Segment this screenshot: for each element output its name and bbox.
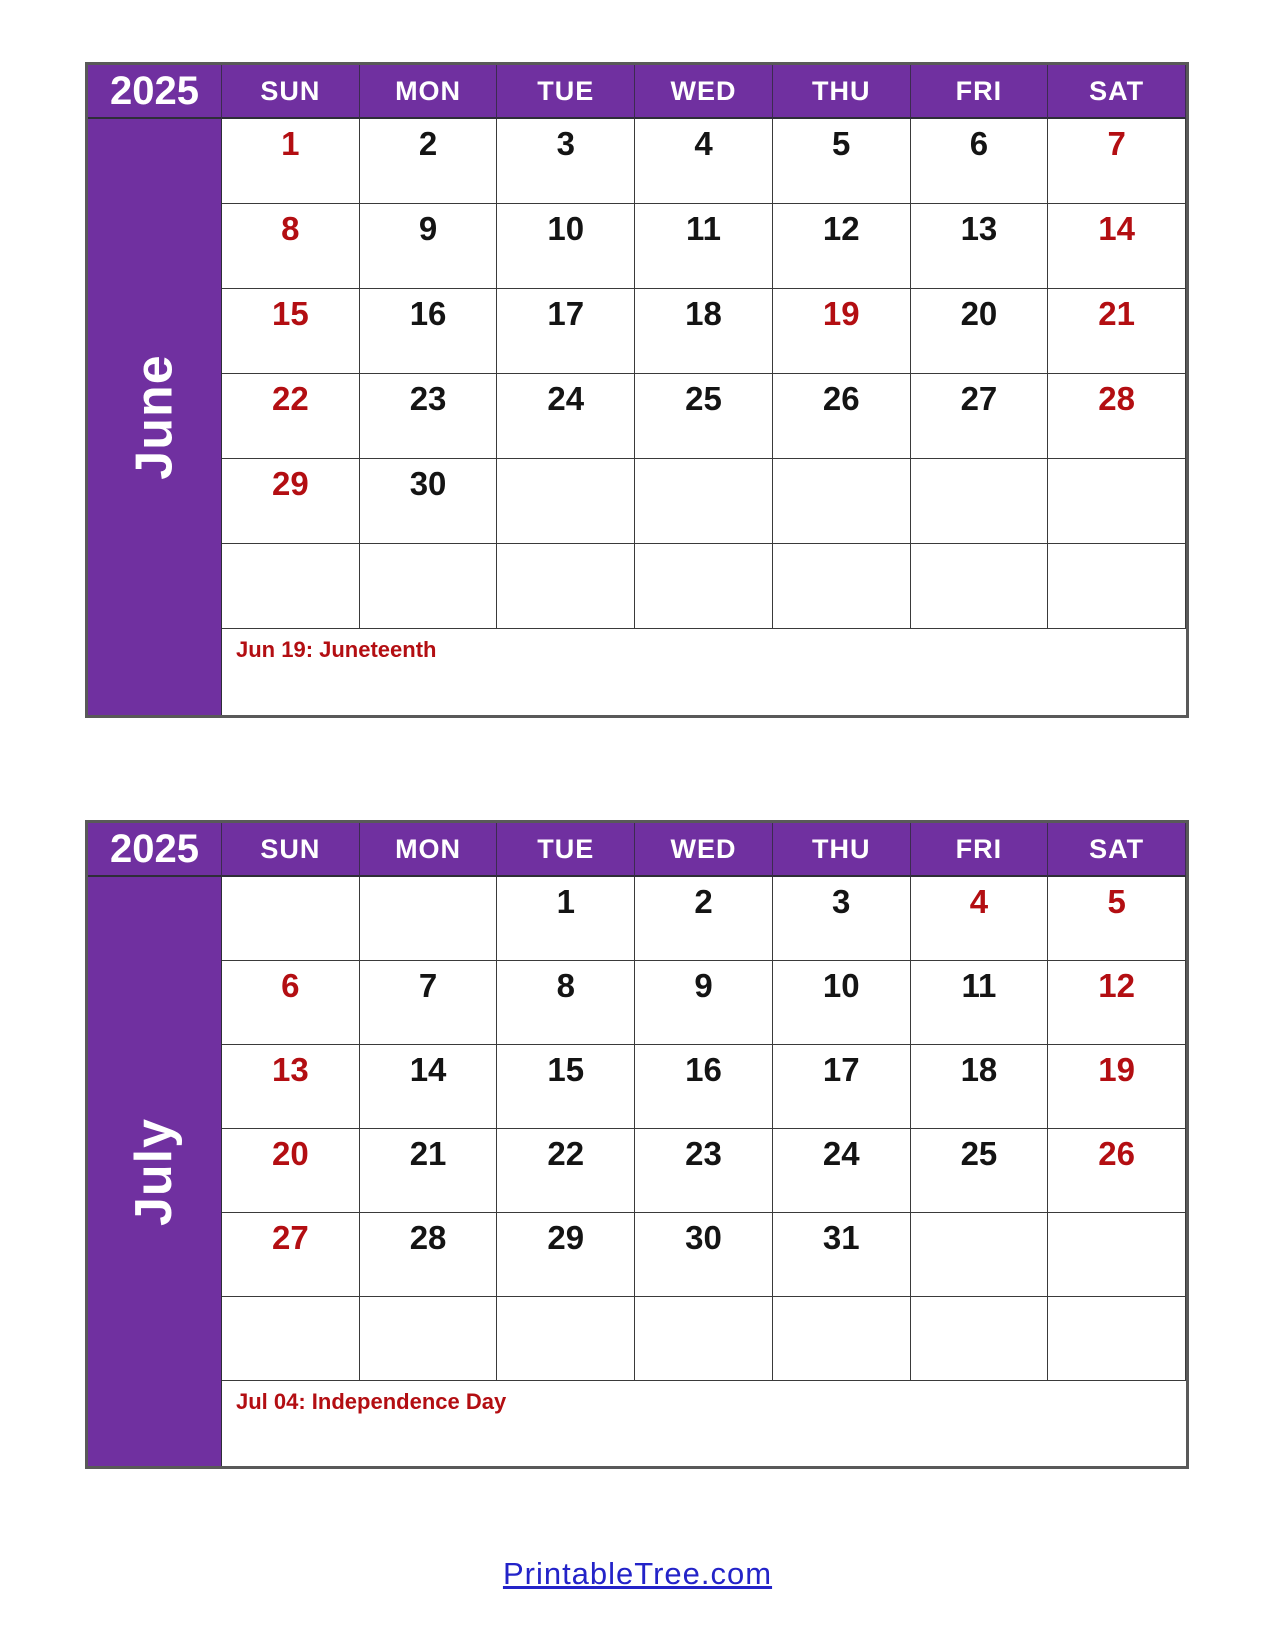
day-cell-june-26: 26 [773,374,911,459]
weekday-header-thu: THU [773,65,911,119]
day-cell-july-16: 16 [635,1045,773,1129]
day-cell-july-21: 21 [360,1129,498,1213]
day-cell-june-17: 17 [497,289,635,374]
day-cell-june-15: 15 [222,289,360,374]
day-cell-june-9: 9 [360,204,498,289]
day-cell-july-17: 17 [773,1045,911,1129]
day-cell-empty [222,1297,360,1381]
day-cell-june-4: 4 [635,119,773,204]
day-cell-empty [911,1297,1049,1381]
day-cell-june-22: 22 [222,374,360,459]
footer [0,1556,1275,1592]
day-cell-june-19: 19 [773,289,911,374]
day-cell-july-9: 9 [635,961,773,1045]
day-cell-empty [222,544,360,629]
day-cell-june-13: 13 [911,204,1049,289]
day-cell-empty [635,459,773,544]
weekday-header-fri: FRI [911,823,1049,877]
day-cell-june-30: 30 [360,459,498,544]
day-cell-june-25: 25 [635,374,773,459]
day-cell-july-3: 3 [773,877,911,961]
day-cell-empty [497,544,635,629]
holiday-note: Jul 04: Independence Day [222,1381,1186,1466]
month-sidebar [88,119,222,715]
day-cell-july-14: 14 [360,1045,498,1129]
day-cell-june-18: 18 [635,289,773,374]
day-cell-june-28: 28 [1048,374,1186,459]
day-cell-july-26: 26 [1048,1129,1186,1213]
day-cell-empty [911,544,1049,629]
weekday-header-wed: WED [635,823,773,877]
day-cell-empty [635,544,773,629]
weekday-header-mon: MON [360,65,498,119]
weekday-header-tue: TUE [497,65,635,119]
day-cell-july-11: 11 [911,961,1049,1045]
day-cell-july-19: 19 [1048,1045,1186,1129]
weekday-header-sat: SAT [1048,823,1186,877]
printabletree-link[interactable]: PrintableTree.com [502,1556,773,1591]
day-cell-empty [911,459,1049,544]
day-cell-july-22: 22 [497,1129,635,1213]
day-cell-june-20: 20 [911,289,1049,374]
day-cell-empty [360,544,498,629]
weekday-header-mon: MON [360,823,498,877]
weekday-header-sun: SUN [222,823,360,877]
day-cell-july-30: 30 [635,1213,773,1297]
day-cell-june-11: 11 [635,204,773,289]
day-cell-july-13: 13 [222,1045,360,1129]
day-cell-empty [635,1297,773,1381]
day-cell-july-12: 12 [1048,961,1186,1045]
day-cell-june-14: 14 [1048,204,1186,289]
day-cell-empty [773,544,911,629]
day-cell-june-24: 24 [497,374,635,459]
month-name: July [125,1117,184,1226]
day-cell-empty [773,1297,911,1381]
holiday-note: Jun 19: Juneteenth [222,629,1186,715]
day-cell-july-31: 31 [773,1213,911,1297]
day-cell-empty [1048,459,1186,544]
day-cell-july-15: 15 [497,1045,635,1129]
day-cell-june-1: 1 [222,119,360,204]
day-cell-july-20: 20 [222,1129,360,1213]
weekday-header-sat: SAT [1048,65,1186,119]
day-cell-june-12: 12 [773,204,911,289]
day-cell-july-4: 4 [911,877,1049,961]
day-cell-july-2: 2 [635,877,773,961]
day-cell-july-10: 10 [773,961,911,1045]
day-cell-july-25: 25 [911,1129,1049,1213]
day-cell-empty [222,877,360,961]
month-sidebar [88,877,222,1466]
day-cell-june-16: 16 [360,289,498,374]
day-cell-july-6: 6 [222,961,360,1045]
weekday-header-thu: THU [773,823,911,877]
weekday-header-tue: TUE [497,823,635,877]
day-cell-empty [773,459,911,544]
day-cell-june-6: 6 [911,119,1049,204]
calendar-june-2025 [85,62,1189,718]
day-cell-june-2: 2 [360,119,498,204]
day-cell-june-3: 3 [497,119,635,204]
day-cell-empty [360,1297,498,1381]
day-cell-july-18: 18 [911,1045,1049,1129]
calendar-july-2025 [85,820,1189,1469]
day-cell-june-10: 10 [497,204,635,289]
day-cell-july-24: 24 [773,1129,911,1213]
day-cell-empty [360,877,498,961]
day-cell-june-27: 27 [911,374,1049,459]
day-cell-june-29: 29 [222,459,360,544]
day-cell-empty [1048,1213,1186,1297]
day-cell-june-21: 21 [1048,289,1186,374]
weekday-header-wed: WED [635,65,773,119]
month-name: June [125,354,184,480]
day-cell-empty [497,1297,635,1381]
day-cell-empty [1048,544,1186,629]
year-label: 2025 [88,823,222,877]
day-cell-july-27: 27 [222,1213,360,1297]
day-cell-empty [1048,1297,1186,1381]
day-cell-june-23: 23 [360,374,498,459]
day-cell-july-5: 5 [1048,877,1186,961]
day-cell-july-1: 1 [497,877,635,961]
weekday-header-fri: FRI [911,65,1049,119]
day-cell-july-8: 8 [497,961,635,1045]
year-label: 2025 [88,65,222,119]
day-cell-june-7: 7 [1048,119,1186,204]
day-cell-empty [911,1213,1049,1297]
day-cell-empty [497,459,635,544]
day-cell-july-23: 23 [635,1129,773,1213]
day-cell-july-28: 28 [360,1213,498,1297]
weekday-header-sun: SUN [222,65,360,119]
day-cell-june-5: 5 [773,119,911,204]
day-cell-july-7: 7 [360,961,498,1045]
day-cell-july-29: 29 [497,1213,635,1297]
day-cell-june-8: 8 [222,204,360,289]
